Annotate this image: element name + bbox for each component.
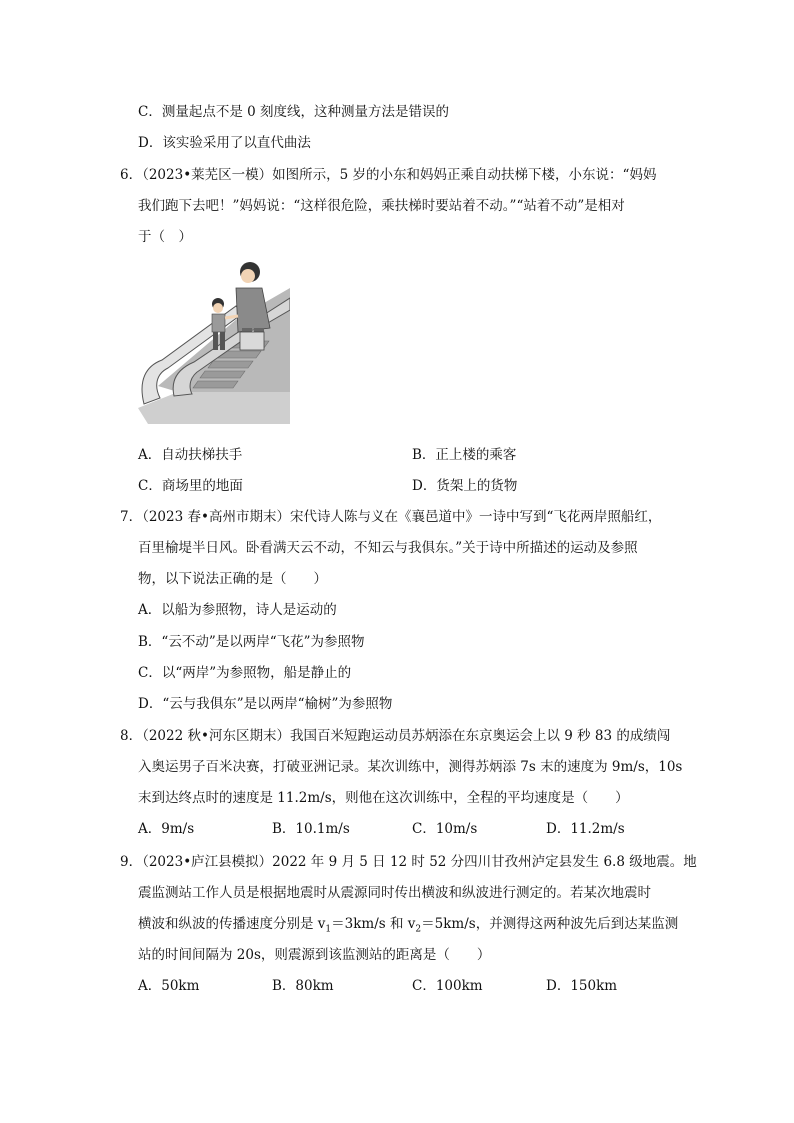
q7-stem-line3: 物，以下说法正确的是（ ） [138,571,327,587]
q8-stem-line3: 末到达终点时的速度是 11.2m/s，则他在这次训练中，全程的平均速度是（ ） [138,790,629,806]
q8-option-c[interactable]: C．10m/s [412,821,478,837]
q7-option-b[interactable]: B．“云不动”是以两岸“飞花”为参照物 [138,634,365,650]
escalator-illustration [138,258,290,424]
q7-option-d[interactable]: D．“云与我俱东”是以两岸“榆树”为参照物 [138,696,393,712]
q6-option-b[interactable]: B．正上楼的乘客 [412,447,517,463]
q8-option-d[interactable]: D．11.2m/s [546,821,625,837]
q9-option-d[interactable]: D．150km [546,978,618,994]
subscript-1: 1 [325,924,332,935]
q7-stem-line1: 7．（2023 春•高州市期末）宋代诗人陈与义在《襄邑道中》一诗中写到“飞花两岸照船红， [120,509,662,525]
q8-option-a[interactable]: A．9m/s [138,821,195,837]
q9-option-b[interactable]: B．80km [272,978,334,994]
q9-stem-line1: 9．（2023•庐江县模拟）2022 年 9 月 5 日 12 时 52 分四川甘孜州泸定县发生 6.8 级地震。地 [120,854,697,870]
q9-line3-part1: 横波和纵波的传播速度分别是 v [138,916,326,932]
q6-stem-line1: 6．（2023•莱芜区一模）如图所示，5 岁的小东和妈妈正乘自动扶梯下楼，小东说：“妈妈 [120,167,657,183]
q9-line3-part2: ＝3km/s 和 v [331,916,416,932]
q9-option-a[interactable]: A．50km [138,978,200,994]
q7-option-c[interactable]: C．以“两岸”为参照物，船是静止的 [138,665,352,681]
q8-stem-line1: 8．（2022 秋•河东区期末）我国百米短跑运动员苏炳添在东京奥运会上以 9 秒 83 的成绩闯 [120,728,671,744]
q9-line3-part3: ＝5km/s，并测得这两种波先后到达某监测 [421,916,679,932]
q9-stem-line4: 站的时间间隔为 20s，则震源到该监测站的距离是（ ） [138,947,491,963]
q9-stem-line2: 震监测站工作人员是根据地震时从震源同时传出横波和纵波进行测定的。若某次地震时 [138,885,651,901]
q6-option-c[interactable]: C．商场里的地面 [138,478,243,494]
q8-option-b[interactable]: B．10.1m/s [272,821,350,837]
q7-stem-line2: 百里榆堤半日风。卧看满天云不动，不知云与我俱东。”关于诗中所描述的运动及参照 [138,540,638,556]
q6-option-d[interactable]: D．货架上的货物 [412,478,518,494]
q6-stem-line2: 我们跑下去吧！”妈妈说：“这样很危险，乘扶梯时要站着不动。”“站着不动”是相对 [138,198,625,214]
subscript-2: 2 [415,924,422,935]
q5-option-c: C．测量起点不是 0 刻度线，这种测量方法是错误的 [138,104,450,120]
q9-option-c[interactable]: C．100km [412,978,483,994]
q9-stem-line3 [138,914,678,940]
q6-option-a[interactable]: A．自动扶梯扶手 [138,447,243,463]
q7-option-a[interactable]: A．以船为参照物，诗人是运动的 [138,602,337,618]
q8-stem-line2: 入奥运男子百米决赛，打破亚洲记录。某次训练中，测得苏炳添 7s 末的速度为 9m/s，10s [138,759,683,775]
q5-option-d: D．该实验采用了以直代曲法 [138,135,311,151]
q6-stem-line3: 于（ ） [138,229,192,245]
